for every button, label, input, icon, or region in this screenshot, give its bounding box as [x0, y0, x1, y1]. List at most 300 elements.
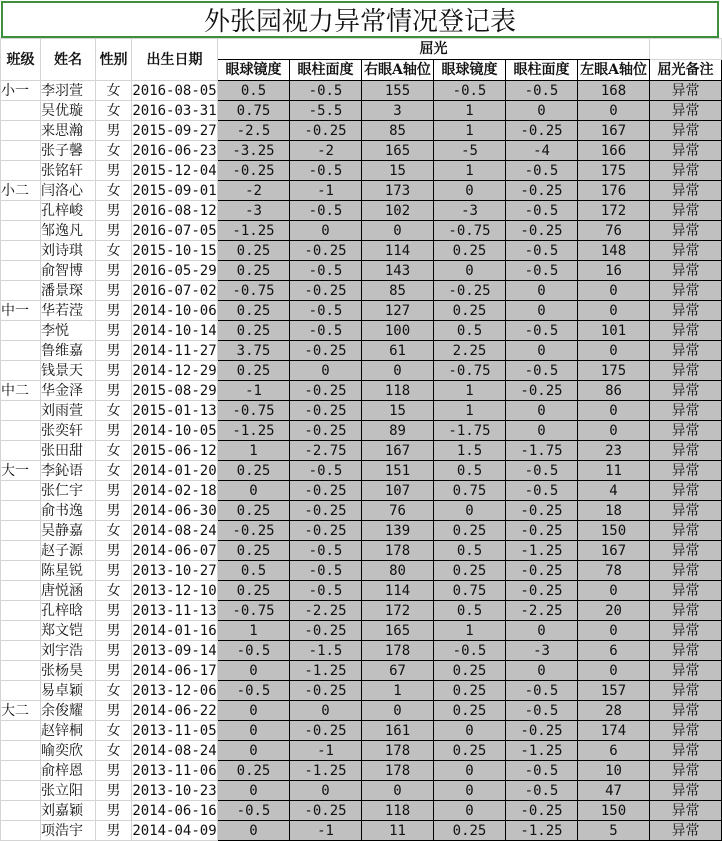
cell-name[interactable]: 喻奕欣: [41, 741, 96, 761]
cell-left-cylinder[interactable]: -0.25: [506, 581, 578, 601]
cell-right-cylinder[interactable]: -1.25: [290, 761, 362, 781]
cell-gender[interactable]: 男: [96, 161, 132, 181]
cell-gender[interactable]: 女: [96, 101, 132, 121]
cell-left-cylinder[interactable]: -1.25: [506, 541, 578, 561]
cell-left-sphere[interactable]: 0.25: [434, 301, 506, 321]
cell-right-axis[interactable]: 161: [362, 721, 434, 741]
cell-right-axis[interactable]: 85: [362, 281, 434, 301]
cell-remark[interactable]: 异常: [650, 661, 722, 681]
cell-name[interactable]: 余俊耀: [41, 701, 96, 721]
cell-gender[interactable]: 男: [96, 661, 132, 681]
cell-left-axis[interactable]: 0: [578, 421, 650, 441]
cell-left-sphere[interactable]: 0: [434, 721, 506, 741]
cell-right-sphere[interactable]: -0.25: [218, 161, 290, 181]
cell-right-axis[interactable]: 165: [362, 141, 434, 161]
cell-right-cylinder[interactable]: -0.25: [290, 281, 362, 301]
cell-left-sphere[interactable]: 0.25: [434, 561, 506, 581]
cell-class[interactable]: [1, 361, 41, 381]
cell-right-axis[interactable]: 178: [362, 761, 434, 781]
header-right-axis[interactable]: 右眼A轴位: [362, 60, 434, 81]
cell-right-sphere[interactable]: -3.25: [218, 141, 290, 161]
cell-right-cylinder[interactable]: -0.25: [290, 501, 362, 521]
cell-gender[interactable]: 男: [96, 321, 132, 341]
cell-remark[interactable]: 异常: [650, 621, 722, 641]
cell-left-sphere[interactable]: 0.5: [434, 461, 506, 481]
cell-class[interactable]: [1, 561, 41, 581]
cell-gender[interactable]: 女: [96, 441, 132, 461]
cell-gender[interactable]: 男: [96, 541, 132, 561]
cell-name[interactable]: 刘嘉颖: [41, 801, 96, 821]
cell-gender[interactable]: 女: [96, 681, 132, 701]
cell-name[interactable]: 陈星锐: [41, 561, 96, 581]
cell-class[interactable]: [1, 741, 41, 761]
cell-right-axis[interactable]: 151: [362, 461, 434, 481]
cell-right-cylinder[interactable]: -0.5: [290, 161, 362, 181]
header-left-sphere[interactable]: 眼球镜度: [434, 60, 506, 81]
cell-left-cylinder[interactable]: -0.25: [506, 501, 578, 521]
cell-class[interactable]: [1, 641, 41, 661]
cell-right-cylinder[interactable]: -0.5: [290, 301, 362, 321]
cell-right-axis[interactable]: 0: [362, 781, 434, 801]
cell-left-axis[interactable]: 166: [578, 141, 650, 161]
cell-name[interactable]: 鲁维嘉: [41, 341, 96, 361]
cell-gender[interactable]: 女: [96, 521, 132, 541]
cell-class[interactable]: [1, 221, 41, 241]
cell-left-cylinder[interactable]: -0.5: [506, 201, 578, 221]
cell-birth[interactable]: 2014-01-16: [132, 622, 217, 639]
cell-right-sphere[interactable]: 0.25: [218, 761, 290, 781]
cell-right-cylinder[interactable]: -0.25: [290, 801, 362, 821]
cell-gender[interactable]: 男: [96, 281, 132, 301]
cell-right-axis[interactable]: 85: [362, 121, 434, 141]
cell-name[interactable]: 吴优璇: [41, 101, 96, 121]
cell-name[interactable]: 张杨昊: [41, 661, 96, 681]
cell-right-sphere[interactable]: 0.25: [218, 461, 290, 481]
cell-left-cylinder[interactable]: -0.25: [506, 521, 578, 541]
cell-class[interactable]: [1, 121, 41, 141]
cell-right-axis[interactable]: 15: [362, 161, 434, 181]
cell-remark[interactable]: 异常: [650, 121, 722, 141]
cell-birth[interactable]: 2014-10-05: [132, 422, 217, 439]
cell-right-cylinder[interactable]: -0.25: [290, 481, 362, 501]
header-gender[interactable]: 性别: [96, 39, 132, 81]
cell-name[interactable]: 唐悦涵: [41, 581, 96, 601]
cell-right-sphere[interactable]: 0.25: [218, 301, 290, 321]
cell-right-sphere[interactable]: -0.5: [218, 681, 290, 701]
cell-right-cylinder[interactable]: 0: [290, 221, 362, 241]
cell-birth[interactable]: 2016-07-05: [132, 222, 217, 239]
cell-left-sphere[interactable]: -5: [434, 141, 506, 161]
cell-name[interactable]: 吴静嘉: [41, 521, 96, 541]
cell-right-sphere[interactable]: -0.75: [218, 281, 290, 301]
cell-name[interactable]: 项浩宇: [41, 821, 96, 841]
cell-birth[interactable]: 2016-07-02: [132, 282, 217, 299]
cell-right-axis[interactable]: 178: [362, 741, 434, 761]
cell-class[interactable]: [1, 141, 41, 161]
cell-right-sphere[interactable]: 0.25: [218, 241, 290, 261]
header-class[interactable]: 班级: [1, 39, 41, 81]
cell-name[interactable]: 张田甜: [41, 441, 96, 461]
cell-right-cylinder[interactable]: -0.5: [290, 581, 362, 601]
cell-birth[interactable]: 2015-09-01: [132, 182, 217, 199]
cell-left-axis[interactable]: 175: [578, 361, 650, 381]
cell-right-cylinder[interactable]: 0: [290, 781, 362, 801]
cell-gender[interactable]: 男: [96, 381, 132, 401]
cell-class[interactable]: [1, 161, 41, 181]
cell-gender[interactable]: 女: [96, 461, 132, 481]
cell-right-sphere[interactable]: -0.75: [218, 401, 290, 421]
cell-left-sphere[interactable]: 0: [434, 801, 506, 821]
cell-right-sphere[interactable]: -2.5: [218, 121, 290, 141]
cell-birth[interactable]: 2015-12-04: [132, 162, 217, 179]
cell-left-cylinder[interactable]: -1.25: [506, 741, 578, 761]
cell-left-sphere[interactable]: 1: [434, 101, 506, 121]
cell-left-axis[interactable]: 157: [578, 681, 650, 701]
cell-left-axis[interactable]: 6: [578, 641, 650, 661]
cell-right-sphere[interactable]: 0: [218, 721, 290, 741]
cell-gender[interactable]: 男: [96, 481, 132, 501]
cell-left-cylinder[interactable]: -0.25: [506, 121, 578, 141]
cell-right-axis[interactable]: 0: [362, 361, 434, 381]
cell-name[interactable]: 张奕轩: [41, 421, 96, 441]
cell-remark[interactable]: 异常: [650, 301, 722, 321]
cell-name[interactable]: 俞智博: [41, 261, 96, 281]
cell-birth[interactable]: 2014-06-17: [132, 662, 217, 679]
cell-gender[interactable]: 男: [96, 261, 132, 281]
cell-name[interactable]: 赵子源: [41, 541, 96, 561]
cell-gender[interactable]: 女: [96, 181, 132, 201]
cell-right-axis[interactable]: 167: [362, 441, 434, 461]
cell-left-cylinder[interactable]: 0: [506, 281, 578, 301]
cell-class[interactable]: [1, 421, 41, 441]
cell-birth[interactable]: 2014-11-27: [132, 342, 217, 359]
cell-left-sphere[interactable]: 0: [434, 181, 506, 201]
cell-right-cylinder[interactable]: -1: [290, 741, 362, 761]
cell-right-cylinder[interactable]: -0.5: [290, 81, 362, 101]
cell-remark[interactable]: 异常: [650, 481, 722, 501]
cell-left-cylinder[interactable]: -0.5: [506, 781, 578, 801]
cell-right-cylinder[interactable]: -0.25: [290, 721, 362, 741]
cell-right-cylinder[interactable]: -2: [290, 141, 362, 161]
cell-left-sphere[interactable]: -0.75: [434, 221, 506, 241]
cell-right-sphere[interactable]: 0.75: [218, 101, 290, 121]
cell-left-axis[interactable]: 0: [578, 621, 650, 641]
cell-right-sphere[interactable]: -0.5: [218, 801, 290, 821]
cell-right-axis[interactable]: 118: [362, 381, 434, 401]
header-blank[interactable]: [650, 39, 722, 60]
cell-right-axis[interactable]: 118: [362, 801, 434, 821]
cell-right-cylinder[interactable]: -0.25: [290, 401, 362, 421]
cell-right-cylinder[interactable]: -0.5: [290, 261, 362, 281]
cell-left-sphere[interactable]: 0.5: [434, 601, 506, 621]
cell-left-axis[interactable]: 47: [578, 781, 650, 801]
cell-remark[interactable]: 异常: [650, 441, 722, 461]
cell-left-sphere[interactable]: 0.75: [434, 481, 506, 501]
cell-left-axis[interactable]: 176: [578, 181, 650, 201]
cell-birth[interactable]: 2016-08-12: [132, 202, 217, 219]
cell-birth[interactable]: 2015-06-12: [132, 442, 217, 459]
cell-left-sphere[interactable]: 0.25: [434, 741, 506, 761]
cell-birth[interactable]: 2014-01-20: [132, 462, 217, 479]
cell-right-cylinder[interactable]: -0.25: [290, 521, 362, 541]
cell-gender[interactable]: 男: [96, 701, 132, 721]
cell-name[interactable]: 李羽萱: [41, 81, 96, 101]
cell-right-axis[interactable]: 165: [362, 621, 434, 641]
cell-name[interactable]: 俞梓恩: [41, 761, 96, 781]
cell-left-axis[interactable]: 86: [578, 381, 650, 401]
cell-gender[interactable]: 男: [96, 621, 132, 641]
cell-left-cylinder[interactable]: -0.25: [506, 801, 578, 821]
cell-right-axis[interactable]: 1: [362, 681, 434, 701]
header-refraction[interactable]: 屈光: [218, 39, 650, 60]
cell-remark[interactable]: 异常: [650, 181, 722, 201]
cell-right-axis[interactable]: 173: [362, 181, 434, 201]
cell-left-sphere[interactable]: -0.25: [434, 281, 506, 301]
cell-right-axis[interactable]: 178: [362, 641, 434, 661]
cell-left-cylinder[interactable]: -0.25: [506, 721, 578, 741]
cell-class[interactable]: [1, 281, 41, 301]
cell-name[interactable]: 李鈊语: [41, 461, 96, 481]
cell-left-cylinder[interactable]: -0.5: [506, 261, 578, 281]
cell-right-cylinder[interactable]: -0.5: [290, 201, 362, 221]
cell-remark[interactable]: 异常: [650, 241, 722, 261]
cell-left-sphere[interactable]: -3: [434, 201, 506, 221]
cell-left-axis[interactable]: 18: [578, 501, 650, 521]
cell-left-cylinder[interactable]: -0.5: [506, 161, 578, 181]
cell-right-axis[interactable]: 89: [362, 421, 434, 441]
cell-class[interactable]: [1, 801, 41, 821]
cell-right-cylinder[interactable]: -1: [290, 821, 362, 841]
cell-left-axis[interactable]: 0: [578, 341, 650, 361]
cell-name[interactable]: 张立阳: [41, 781, 96, 801]
cell-name[interactable]: 俞书逸: [41, 501, 96, 521]
cell-left-cylinder[interactable]: 0: [506, 421, 578, 441]
cell-birth[interactable]: 2014-10-06: [132, 302, 217, 319]
cell-right-sphere[interactable]: -0.5: [218, 641, 290, 661]
cell-left-axis[interactable]: 20: [578, 601, 650, 621]
cell-birth[interactable]: 2013-11-13: [132, 602, 217, 619]
cell-left-sphere[interactable]: 2.25: [434, 341, 506, 361]
cell-right-axis[interactable]: 155: [362, 81, 434, 101]
cell-left-axis[interactable]: 10: [578, 761, 650, 781]
cell-right-axis[interactable]: 15: [362, 401, 434, 421]
cell-right-axis[interactable]: 127: [362, 301, 434, 321]
cell-right-cylinder[interactable]: -0.5: [290, 561, 362, 581]
cell-right-sphere[interactable]: 0: [218, 741, 290, 761]
cell-left-cylinder[interactable]: 0: [506, 621, 578, 641]
cell-birth[interactable]: 2015-08-29: [132, 382, 217, 399]
cell-right-cylinder[interactable]: -0.25: [290, 341, 362, 361]
cell-right-sphere[interactable]: 0: [218, 661, 290, 681]
cell-name[interactable]: 闫洛心: [41, 181, 96, 201]
cell-left-cylinder[interactable]: -0.5: [506, 461, 578, 481]
cell-class[interactable]: [1, 341, 41, 361]
cell-left-axis[interactable]: 4: [578, 481, 650, 501]
cell-right-axis[interactable]: 139: [362, 521, 434, 541]
cell-birth[interactable]: 2014-12-29: [132, 362, 217, 379]
cell-right-axis[interactable]: 107: [362, 481, 434, 501]
cell-class[interactable]: [1, 541, 41, 561]
cell-right-axis[interactable]: 0: [362, 701, 434, 721]
cell-class[interactable]: [1, 601, 41, 621]
cell-birth[interactable]: 2013-11-06: [132, 762, 217, 779]
cell-remark[interactable]: 异常: [650, 261, 722, 281]
cell-left-axis[interactable]: 11: [578, 461, 650, 481]
cell-birth[interactable]: 2013-10-23: [132, 782, 217, 799]
cell-remark[interactable]: 异常: [650, 201, 722, 221]
cell-remark[interactable]: 异常: [650, 681, 722, 701]
cell-class[interactable]: [1, 501, 41, 521]
cell-right-sphere[interactable]: 0.25: [218, 321, 290, 341]
cell-remark[interactable]: 异常: [650, 341, 722, 361]
cell-right-sphere[interactable]: -1: [218, 381, 290, 401]
cell-class[interactable]: [1, 101, 41, 121]
cell-class[interactable]: [1, 321, 41, 341]
cell-left-cylinder[interactable]: -0.25: [506, 221, 578, 241]
cell-right-sphere[interactable]: 0.25: [218, 361, 290, 381]
cell-gender[interactable]: 女: [96, 81, 132, 101]
cell-gender[interactable]: 男: [96, 341, 132, 361]
header-right-sphere[interactable]: 眼球镜度: [218, 60, 290, 81]
cell-birth[interactable]: 2015-10-15: [132, 242, 217, 259]
cell-gender[interactable]: 男: [96, 421, 132, 441]
cell-remark[interactable]: 异常: [650, 701, 722, 721]
cell-right-cylinder[interactable]: -1.5: [290, 641, 362, 661]
cell-name[interactable]: 易卓颖: [41, 681, 96, 701]
cell-remark[interactable]: 异常: [650, 161, 722, 181]
cell-name[interactable]: 刘雨萱: [41, 401, 96, 421]
cell-class[interactable]: 中二: [1, 381, 41, 401]
cell-right-sphere[interactable]: 1: [218, 621, 290, 641]
cell-birth[interactable]: 2014-06-22: [132, 702, 217, 719]
cell-left-cylinder[interactable]: -0.5: [506, 81, 578, 101]
cell-left-cylinder[interactable]: 0: [506, 341, 578, 361]
cell-right-axis[interactable]: 0: [362, 221, 434, 241]
cell-birth[interactable]: 2014-04-09: [132, 822, 217, 839]
cell-class[interactable]: [1, 761, 41, 781]
cell-name[interactable]: 华金泽: [41, 381, 96, 401]
cell-left-axis[interactable]: 16: [578, 261, 650, 281]
cell-class[interactable]: [1, 581, 41, 601]
cell-left-axis[interactable]: 167: [578, 541, 650, 561]
cell-left-sphere[interactable]: -0.75: [434, 361, 506, 381]
cell-right-axis[interactable]: 143: [362, 261, 434, 281]
cell-name[interactable]: 张铭轩: [41, 161, 96, 181]
cell-class[interactable]: [1, 401, 41, 421]
cell-right-cylinder[interactable]: -0.5: [290, 541, 362, 561]
cell-name[interactable]: 孔梓峻: [41, 201, 96, 221]
cell-right-sphere[interactable]: 0.25: [218, 501, 290, 521]
cell-class[interactable]: [1, 261, 41, 281]
cell-right-axis[interactable]: 102: [362, 201, 434, 221]
cell-left-axis[interactable]: 5: [578, 821, 650, 841]
cell-gender[interactable]: 男: [96, 561, 132, 581]
cell-birth[interactable]: 2016-08-05: [132, 82, 217, 99]
cell-right-cylinder[interactable]: -0.5: [290, 321, 362, 341]
cell-left-axis[interactable]: 78: [578, 561, 650, 581]
cell-right-sphere[interactable]: 0.25: [218, 581, 290, 601]
cell-remark[interactable]: 异常: [650, 741, 722, 761]
cell-left-sphere[interactable]: 1: [434, 621, 506, 641]
cell-right-cylinder[interactable]: -0.25: [290, 681, 362, 701]
cell-class[interactable]: [1, 661, 41, 681]
cell-right-sphere[interactable]: 1: [218, 441, 290, 461]
cell-remark[interactable]: 异常: [650, 761, 722, 781]
cell-right-cylinder[interactable]: -2.25: [290, 601, 362, 621]
cell-right-sphere[interactable]: 0.25: [218, 541, 290, 561]
cell-right-cylinder[interactable]: -1.25: [290, 661, 362, 681]
cell-remark[interactable]: 异常: [650, 281, 722, 301]
cell-left-axis[interactable]: 76: [578, 221, 650, 241]
cell-remark[interactable]: 异常: [650, 521, 722, 541]
cell-right-axis[interactable]: 3: [362, 101, 434, 121]
cell-class[interactable]: [1, 441, 41, 461]
cell-gender[interactable]: 女: [96, 241, 132, 261]
cell-right-sphere[interactable]: -1.25: [218, 221, 290, 241]
cell-remark[interactable]: 异常: [650, 501, 722, 521]
cell-gender[interactable]: 男: [96, 641, 132, 661]
cell-right-axis[interactable]: 114: [362, 581, 434, 601]
cell-left-sphere[interactable]: 0: [434, 781, 506, 801]
cell-left-cylinder[interactable]: -0.5: [506, 761, 578, 781]
cell-name[interactable]: 郑文铠: [41, 621, 96, 641]
cell-name[interactable]: 孔梓晗: [41, 601, 96, 621]
cell-left-sphere[interactable]: 1: [434, 121, 506, 141]
cell-remark[interactable]: 异常: [650, 381, 722, 401]
cell-right-axis[interactable]: 100: [362, 321, 434, 341]
cell-birth[interactable]: 2016-03-31: [132, 102, 217, 119]
cell-gender[interactable]: 男: [96, 201, 132, 221]
cell-right-cylinder[interactable]: -0.25: [290, 421, 362, 441]
cell-left-sphere[interactable]: 0: [434, 261, 506, 281]
cell-left-cylinder[interactable]: -0.5: [506, 241, 578, 261]
cell-remark[interactable]: 异常: [650, 781, 722, 801]
cell-left-axis[interactable]: 168: [578, 81, 650, 101]
cell-right-cylinder[interactable]: -5.5: [290, 101, 362, 121]
cell-remark[interactable]: 异常: [650, 321, 722, 341]
cell-right-sphere[interactable]: -0.75: [218, 601, 290, 621]
cell-left-axis[interactable]: 23: [578, 441, 650, 461]
cell-gender[interactable]: 男: [96, 361, 132, 381]
cell-remark[interactable]: 异常: [650, 221, 722, 241]
cell-gender[interactable]: 男: [96, 221, 132, 241]
cell-right-sphere[interactable]: 0.5: [218, 81, 290, 101]
cell-left-sphere[interactable]: -0.5: [434, 81, 506, 101]
cell-remark[interactable]: 异常: [650, 821, 722, 841]
cell-gender[interactable]: 男: [96, 121, 132, 141]
cell-left-sphere[interactable]: -1.75: [434, 421, 506, 441]
cell-gender[interactable]: 女: [96, 741, 132, 761]
cell-left-sphere[interactable]: 0.25: [434, 521, 506, 541]
cell-birth[interactable]: 2014-06-30: [132, 502, 217, 519]
cell-left-axis[interactable]: 0: [578, 101, 650, 121]
cell-gender[interactable]: 男: [96, 781, 132, 801]
cell-left-axis[interactable]: 167: [578, 121, 650, 141]
cell-right-axis[interactable]: 67: [362, 661, 434, 681]
cell-left-axis[interactable]: 6: [578, 741, 650, 761]
cell-birth[interactable]: 2015-09-27: [132, 122, 217, 139]
cell-left-axis[interactable]: 0: [578, 581, 650, 601]
cell-right-axis[interactable]: 76: [362, 501, 434, 521]
cell-name[interactable]: 刘诗琪: [41, 241, 96, 261]
cell-right-axis[interactable]: 11: [362, 821, 434, 841]
cell-birth[interactable]: 2016-05-29: [132, 262, 217, 279]
cell-class[interactable]: [1, 821, 41, 841]
cell-left-cylinder[interactable]: -1.25: [506, 821, 578, 841]
header-remark[interactable]: 屈光备注: [650, 60, 722, 81]
cell-birth[interactable]: 2015-01-13: [132, 402, 217, 419]
cell-class[interactable]: 小二: [1, 181, 41, 201]
